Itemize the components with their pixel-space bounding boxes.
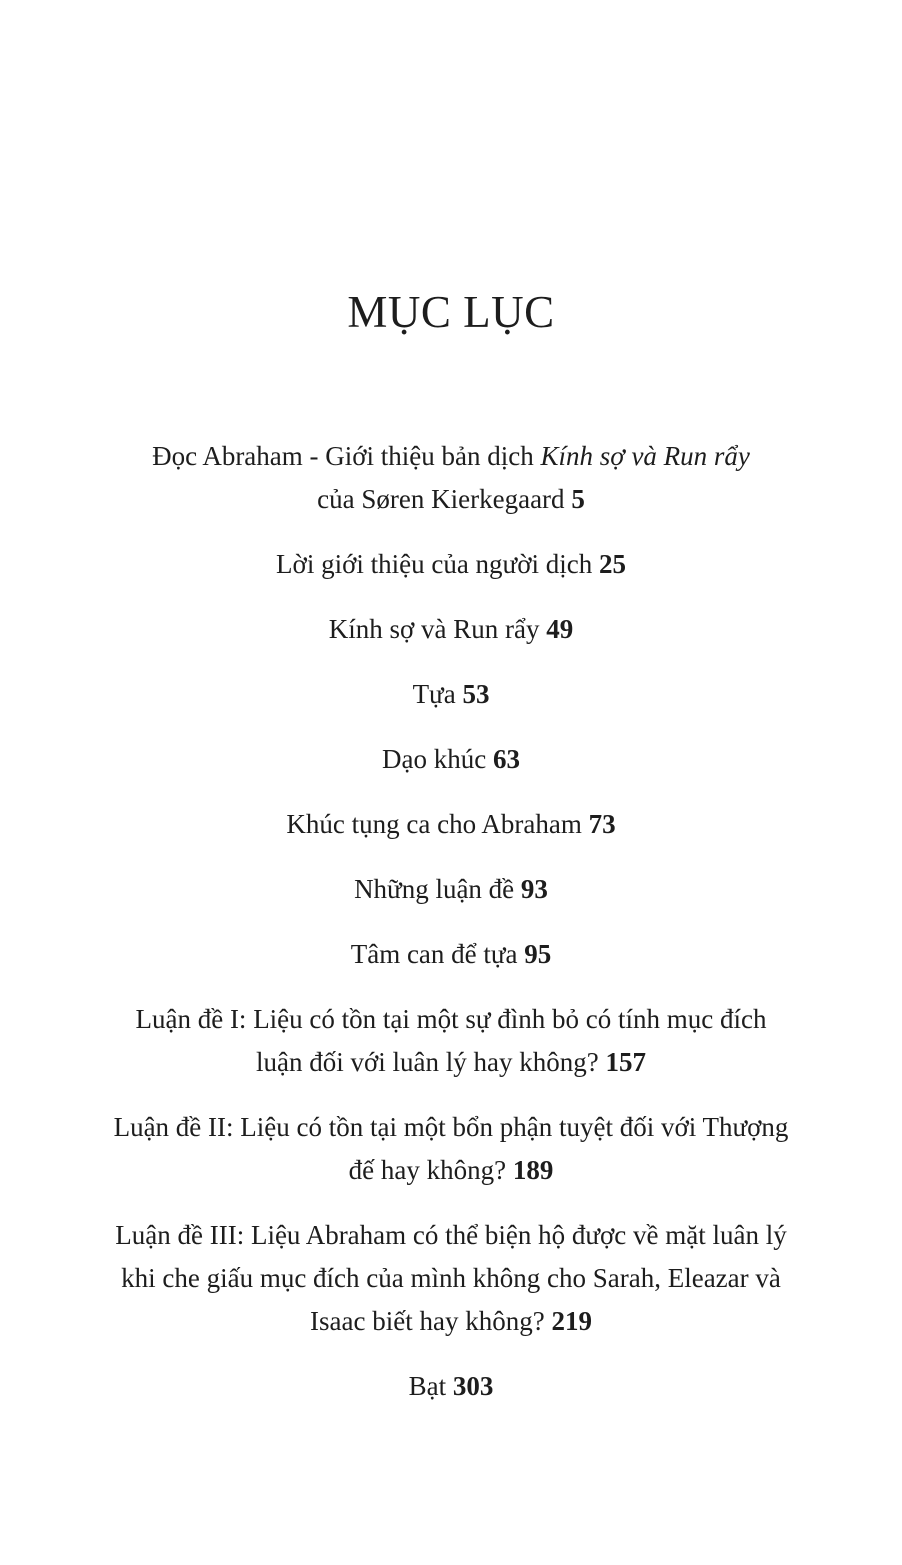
toc-page-number: 63	[492, 744, 520, 774]
toc-entry-text: Tựa	[412, 679, 456, 709]
toc-entry-italic-title: Kính sợ và Run rẩy	[540, 441, 750, 471]
toc-entry-problemata	[60, 868, 842, 911]
toc-entry-line	[60, 998, 842, 1041]
toc-entry-line	[60, 1041, 842, 1084]
toc-page-number: 5	[571, 484, 585, 514]
toc-entry-text: Luận đề II: Liệu có tồn tại một bổn phận tuyệt đối với Thượng	[113, 1112, 789, 1142]
toc-entry-text: Khúc tụng ca cho Abraham	[286, 809, 582, 839]
toc-entry-line	[60, 1214, 842, 1257]
toc-entry-line	[60, 1257, 842, 1300]
toc-page-number: 93	[520, 874, 548, 904]
toc-entry-line	[60, 1106, 842, 1149]
toc-entry-epilogue	[60, 1365, 842, 1408]
toc-entry-problema-2	[60, 1106, 842, 1192]
toc-entry-text: Dạo khúc	[382, 744, 487, 774]
toc-entry-line	[60, 803, 842, 846]
toc-entry-line	[60, 1300, 842, 1343]
toc-entry-problema-1	[60, 998, 842, 1084]
toc-entry-text: đế hay không?	[348, 1155, 507, 1185]
toc-page-number: 189	[512, 1155, 554, 1185]
toc-entry-fear-and-trembling	[60, 608, 842, 651]
toc-entry-text: khi che giấu mục đích của mình không cho Sarah, Eleazar và	[121, 1263, 781, 1293]
toc-entry-line	[60, 868, 842, 911]
toc-page-number: 25	[598, 549, 626, 579]
toc-page-number: 49	[546, 614, 574, 644]
toc-entry-text: Luận đề I: Liệu có tồn tại một sự đình bỏ có tính mục đích	[135, 1004, 767, 1034]
toc-page-number: 53	[462, 679, 490, 709]
toc-entry-text: Đọc Abraham - Giới thiệu bản dịch	[152, 441, 541, 471]
toc-entry-line	[60, 608, 842, 651]
toc-entry-line	[60, 738, 842, 781]
toc-entry-text: Bạt	[408, 1371, 447, 1401]
toc-entry-intro-abraham	[60, 435, 842, 521]
toc-entry-translator-intro	[60, 543, 842, 586]
toc-entry-preliminary-expectoration	[60, 933, 842, 976]
toc-title: MỤC LỤC	[347, 287, 555, 337]
toc-page-number: 95	[524, 939, 552, 969]
toc-page-number: 73	[588, 809, 616, 839]
toc-entry-text: luận đối với luân lý hay không?	[256, 1047, 599, 1077]
toc-entry-eulogy-abraham	[60, 803, 842, 846]
toc-entry-line	[60, 673, 842, 716]
toc-entry-preface	[60, 673, 842, 716]
toc-entry-line	[60, 1149, 842, 1192]
toc-list	[60, 435, 842, 1430]
toc-entry-text: của Søren Kierkegaard	[317, 484, 565, 514]
toc-entry-text: Lời giới thiệu của người dịch	[276, 549, 593, 579]
toc-page-number: 157	[605, 1047, 646, 1077]
toc-page-number: 219	[551, 1306, 592, 1336]
toc-entry-problema-3	[60, 1214, 842, 1343]
toc-entry-text: Isaac biết hay không?	[310, 1306, 545, 1336]
toc-entry-text: Những luận đề	[354, 874, 515, 904]
toc-page-number: 303	[452, 1371, 494, 1401]
toc-entry-line	[60, 478, 842, 521]
toc-entry-line	[60, 543, 842, 586]
toc-entry-line	[60, 1365, 842, 1408]
toc-entry-line	[60, 435, 842, 478]
toc-entry-text: Luận đề III: Liệu Abraham có thể biện hộ được về mặt luân lý	[115, 1220, 787, 1250]
toc-entry-prelude	[60, 738, 842, 781]
toc-entry-text: Tâm can để tựa	[350, 939, 518, 969]
toc-entry-line	[60, 933, 842, 976]
toc-entry-text: Kính sợ và Run rẩy	[328, 614, 540, 644]
